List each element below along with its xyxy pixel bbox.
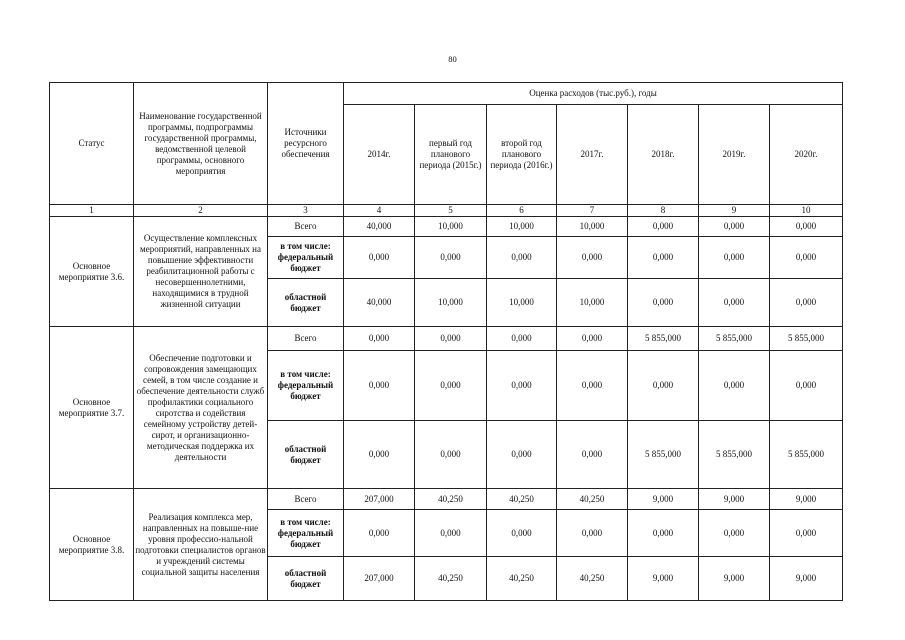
source-cell: областной бюджет (268, 421, 344, 489)
header-year: 2018г. (628, 105, 699, 205)
column-number: 4 (344, 205, 415, 217)
value-cell: 10,000 (487, 279, 557, 327)
value-cell: 10,000 (487, 217, 557, 237)
value-cell: 9,000 (699, 489, 770, 510)
value-cell: 0,000 (487, 351, 557, 421)
value-cell: 40,000 (344, 279, 415, 327)
value-cell: 0,000 (487, 510, 557, 557)
value-cell: 0,000 (415, 421, 487, 489)
value-cell: 0,000 (487, 237, 557, 279)
measure-name-cell: Обеспечение подготовки и сопровождения замещающих семей, в том числе создание и обеспечение деятельности служб профилактики социального сиротства и содействия семейному устройству детей-сирот, и организационно-методическая поддержка их деятельности (134, 327, 268, 489)
value-cell: 9,000 (628, 489, 699, 510)
table-row (50, 489, 843, 510)
header-year: первый год планового периода (2015г.) (415, 105, 487, 205)
value-cell: 0,000 (557, 510, 628, 557)
header-year: 2019г. (699, 105, 770, 205)
value-cell: 9,000 (699, 557, 770, 601)
value-cell: 0,000 (415, 510, 487, 557)
value-cell: 40,000 (344, 217, 415, 237)
value-cell: 0,000 (344, 421, 415, 489)
column-number: 6 (487, 205, 557, 217)
value-cell: 207,000 (344, 557, 415, 601)
value-cell: 0,000 (770, 279, 843, 327)
value-cell: 5 855,000 (699, 327, 770, 351)
header-year: второй год планового периода (2016г.) (487, 105, 557, 205)
value-cell: 0,000 (628, 279, 699, 327)
value-cell: 0,000 (770, 237, 843, 279)
value-cell: 0,000 (557, 351, 628, 421)
value-cell: 0,000 (415, 327, 487, 351)
table-row (50, 327, 843, 351)
value-cell: 10,000 (415, 279, 487, 327)
value-cell: 5 855,000 (699, 421, 770, 489)
column-number: 9 (699, 205, 770, 217)
header-year: 2014г. (344, 105, 415, 205)
column-number: 7 (557, 205, 628, 217)
value-cell: 5 855,000 (628, 421, 699, 489)
page-number: 80 (448, 54, 457, 64)
value-cell: 0,000 (557, 327, 628, 351)
value-cell: 40,250 (415, 557, 487, 601)
value-cell: 0,000 (344, 237, 415, 279)
header-year: 2017г. (557, 105, 628, 205)
value-cell: 40,250 (557, 489, 628, 510)
value-cell: 0,000 (699, 237, 770, 279)
value-cell: 5 855,000 (770, 327, 843, 351)
value-cell: 0,000 (487, 421, 557, 489)
status-cell: Основное мероприятие 3.8. (50, 489, 134, 601)
value-cell: 207,000 (344, 489, 415, 510)
budget-table (49, 82, 843, 601)
status-cell: Основное мероприятие 3.7. (50, 327, 134, 489)
source-cell: областной бюджет (268, 557, 344, 601)
value-cell: 10,000 (557, 279, 628, 327)
header-sources: Источники ресурсного обеспечения (268, 83, 344, 205)
column-number: 5 (415, 205, 487, 217)
value-cell: 0,000 (699, 279, 770, 327)
table-row (50, 217, 843, 237)
value-cell: 0,000 (628, 510, 699, 557)
column-number: 1 (50, 205, 134, 217)
value-cell: 40,250 (487, 557, 557, 601)
value-cell: 0,000 (487, 327, 557, 351)
value-cell: 0,000 (699, 510, 770, 557)
value-cell: 5 855,000 (628, 327, 699, 351)
source-cell: Всего (268, 327, 344, 351)
value-cell: 0,000 (344, 327, 415, 351)
value-cell: 0,000 (770, 351, 843, 421)
column-number: 2 (134, 205, 268, 217)
measure-name-cell: Реализация комплекса мер, направленных на повыше-ние уровня профессио-нальной подготовки специалистов органов и учреждений системы социальной защиты населения (134, 489, 268, 601)
value-cell: 0,000 (770, 217, 843, 237)
value-cell: 0,000 (699, 217, 770, 237)
source-cell: Всего (268, 489, 344, 510)
column-number: 10 (770, 205, 843, 217)
value-cell: 0,000 (344, 351, 415, 421)
header-status: Статус (50, 83, 134, 205)
value-cell: 0,000 (628, 217, 699, 237)
value-cell: 0,000 (415, 237, 487, 279)
source-cell: в том числе: федеральный бюджет (268, 351, 344, 421)
value-cell: 0,000 (770, 510, 843, 557)
header-year: 2020г. (770, 105, 843, 205)
value-cell: 0,000 (344, 510, 415, 557)
header-name: Наименование государственной программы, подпрограммы государственной программы, ведомственной целевой программы, основного мероприятия (134, 83, 268, 205)
column-number: 8 (628, 205, 699, 217)
source-cell: Всего (268, 217, 344, 237)
column-numbers-row (50, 205, 843, 217)
value-cell: 10,000 (415, 217, 487, 237)
value-cell: 0,000 (557, 237, 628, 279)
value-cell: 9,000 (628, 557, 699, 601)
value-cell: 9,000 (770, 557, 843, 601)
measure-name-cell: Осуществление комплексных мероприятий, направленных на повышение эффективности реабилитационной работы с несовершеннолетними, находящимися в трудной жизненной ситуации (134, 217, 268, 327)
status-cell: Основное мероприятие 3.6. (50, 217, 134, 327)
source-cell: в том числе: федеральный бюджет (268, 237, 344, 279)
source-cell: областной бюджет (268, 279, 344, 327)
value-cell: 0,000 (557, 421, 628, 489)
value-cell: 5 855,000 (770, 421, 843, 489)
value-cell: 40,250 (415, 489, 487, 510)
value-cell: 40,250 (557, 557, 628, 601)
value-cell: 9,000 (770, 489, 843, 510)
header-estimate: Оценка расходов (тыс.руб.), годы (344, 83, 843, 105)
value-cell: 0,000 (628, 237, 699, 279)
value-cell: 0,000 (415, 351, 487, 421)
value-cell: 40,250 (487, 489, 557, 510)
value-cell: 0,000 (628, 351, 699, 421)
source-cell: в том числе: федеральный бюджет (268, 510, 344, 557)
value-cell: 0,000 (699, 351, 770, 421)
column-number: 3 (268, 205, 344, 217)
value-cell: 10,000 (557, 217, 628, 237)
